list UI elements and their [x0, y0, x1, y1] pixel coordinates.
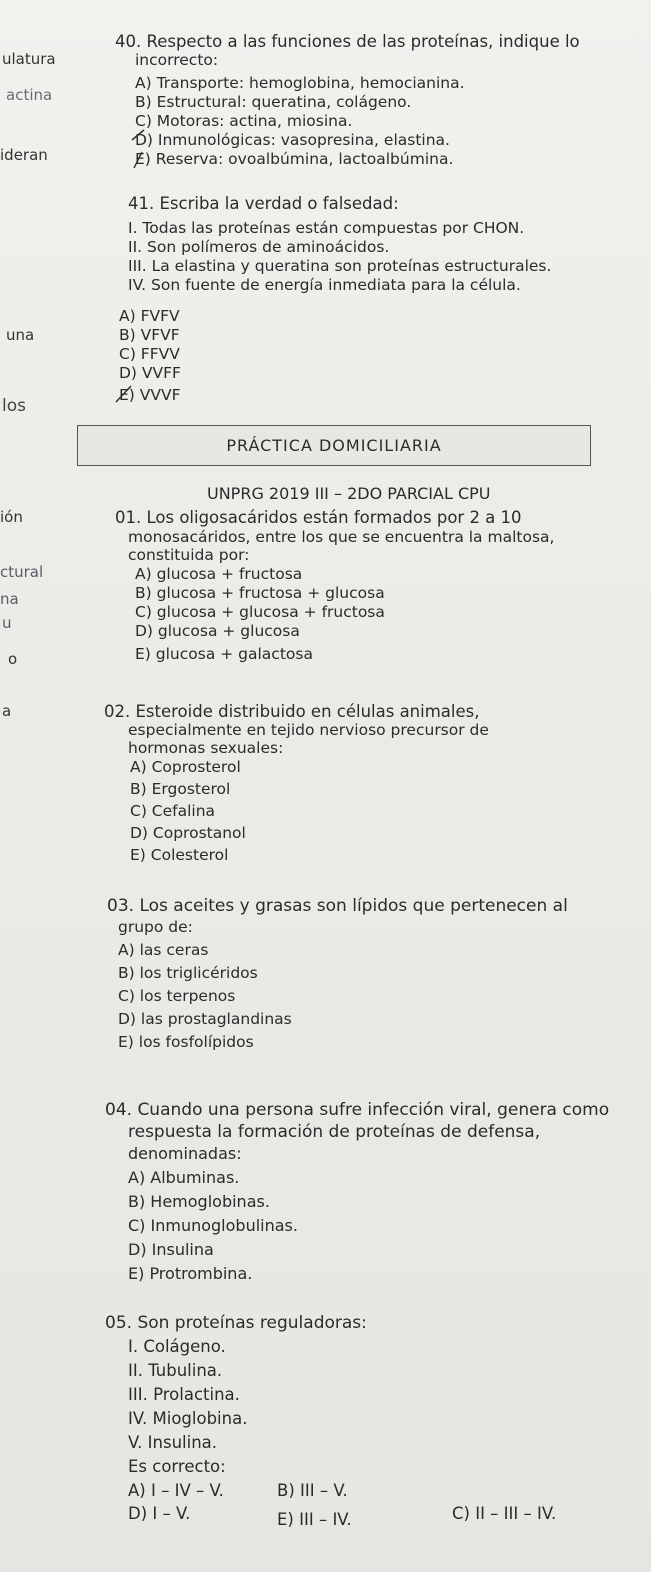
margin-note: ión — [0, 508, 23, 526]
q05-item-iii: III. Prolactina. — [128, 1385, 240, 1404]
q01-stem: 01. Los oligosacáridos están formados por 2 a 10 — [115, 508, 522, 527]
q05-es-correcto: Es correcto: — [128, 1457, 226, 1476]
q41-option-b: B) VFVF — [119, 326, 180, 344]
margin-handwriting: actina — [6, 86, 53, 104]
q40-option-c: C) Motoras: actina, miosina. — [135, 112, 353, 130]
q01-option-d: D) glucosa + glucosa — [135, 622, 300, 640]
q01-stem: constituida por: — [128, 546, 250, 564]
q03-option-d: D) las prostaglandinas — [118, 1010, 292, 1028]
q41-statement-iv: IV. Son fuente de energía inmediata para la célula. — [128, 276, 521, 294]
q04-option-a: A) Albuminas. — [128, 1168, 240, 1187]
q04-option-e: E) Protrombina. — [128, 1264, 253, 1283]
q04-option-d: D) Insulina — [128, 1240, 214, 1259]
pen-mark-icon — [128, 126, 150, 172]
q41-statement-i: I. Todas las proteínas están compuestas por CHON. — [128, 219, 525, 237]
q05-option-a: A) I – IV – V. — [128, 1481, 224, 1500]
q04-stem: respuesta la formación de proteínas de defensa, — [128, 1122, 541, 1142]
margin-handwriting: na — [0, 590, 19, 608]
q05-item-iv: IV. Mioglobina. — [128, 1409, 248, 1428]
q01-option-e: E) glucosa + galactosa — [135, 645, 313, 663]
q03-option-a: A) las ceras — [118, 941, 209, 959]
q41-option-a: A) FVFV — [119, 307, 180, 325]
margin-note: a — [2, 702, 12, 720]
q41-stem: 41. Escriba la verdad o falsedad: — [128, 194, 399, 213]
exam-header: UNPRG 2019 III – 2DO PARCIAL CPU — [207, 484, 491, 503]
q05-item-v: V. Insulina. — [128, 1433, 218, 1452]
q01-stem: monosacáridos, entre los que se encuentra la maltosa, — [128, 528, 555, 546]
q01-option-a: A) glucosa + fructosa — [135, 565, 303, 583]
q02-stem: hormonas sexuales: — [128, 739, 284, 757]
q40-option-d: D) Inmunológicas: vasopresina, elastina. — [135, 131, 450, 149]
margin-handwriting: u — [2, 614, 12, 632]
q02-option-d: D) Coprostanol — [130, 824, 246, 842]
q05-option-c: C) II – III – IV. — [452, 1504, 557, 1523]
q04-stem: denominadas: — [128, 1144, 242, 1163]
margin-note: una — [6, 326, 35, 344]
pen-mark-icon — [113, 382, 135, 408]
q02-option-c: C) Cefalina — [130, 802, 216, 820]
q04-option-b: B) Hemoglobinas. — [128, 1192, 270, 1211]
q40-stem: 40. Respecto a las funciones de las proteínas, indique lo — [115, 32, 580, 51]
q05-option-e: E) III – IV. — [277, 1510, 352, 1529]
margin-note: ulatura — [2, 50, 56, 68]
q41-option-e: E) VVVF — [119, 386, 181, 404]
q01-option-c: C) glucosa + glucosa + fructosa — [135, 603, 385, 621]
margin-note: los — [2, 396, 26, 416]
q41-statement-iii: III. La elastina y queratina son proteínas estructurales. — [128, 257, 552, 275]
q04-option-c: C) Inmunoglobulinas. — [128, 1216, 298, 1235]
q05-item-ii: II. Tubulina. — [128, 1361, 223, 1380]
q03-option-e: E) los fosfolípidos — [118, 1033, 254, 1051]
q40-option-b: B) Estructural: queratina, colágeno. — [135, 93, 412, 111]
q05-option-d: D) I – V. — [128, 1504, 191, 1523]
q41-statement-ii: II. Son polímeros de aminoácidos. — [128, 238, 390, 256]
q02-option-b: B) Ergosterol — [130, 780, 231, 798]
q05-stem: 05. Son proteínas reguladoras: — [105, 1313, 367, 1333]
q02-option-e: E) Colesterol — [130, 846, 229, 864]
q05-item-i: I. Colágeno. — [128, 1337, 226, 1356]
q40-option-a: A) Transporte: hemoglobina, hemocianina. — [135, 74, 465, 92]
margin-handwriting: o — [8, 650, 18, 668]
q40-stem: incorrecto: — [135, 51, 219, 69]
q04-stem: 04. Cuando una persona sufre infección viral, genera como — [105, 1100, 610, 1120]
section-title: PRÁCTICA DOMICILIARIA — [226, 436, 442, 455]
section-title-box — [77, 425, 591, 466]
q01-option-b: B) glucosa + fructosa + glucosa — [135, 584, 385, 602]
q05-option-b: B) III – V. — [277, 1481, 348, 1500]
q02-stem: 02. Esteroide distribuido en células animales, — [104, 702, 480, 721]
q02-option-a: A) Coprosterol — [130, 758, 241, 776]
q03-stem: 03. Los aceites y grasas son lípidos que pertenecen al — [107, 896, 568, 916]
q02-stem: especialmente en tejido nervioso precursor de — [128, 721, 489, 739]
margin-note: ideran — [0, 146, 48, 164]
q41-option-d: D) VVFF — [119, 364, 181, 382]
q41-option-c: C) FFVV — [119, 345, 180, 363]
q40-option-e: E) Reserva: ovoalbúmina, lactoalbúmina. — [135, 150, 454, 168]
q03-option-b: B) los triglicéridos — [118, 964, 258, 982]
q03-option-c: C) los terpenos — [118, 987, 236, 1005]
margin-handwriting: ctural — [0, 563, 44, 581]
q03-stem: grupo de: — [118, 918, 193, 936]
